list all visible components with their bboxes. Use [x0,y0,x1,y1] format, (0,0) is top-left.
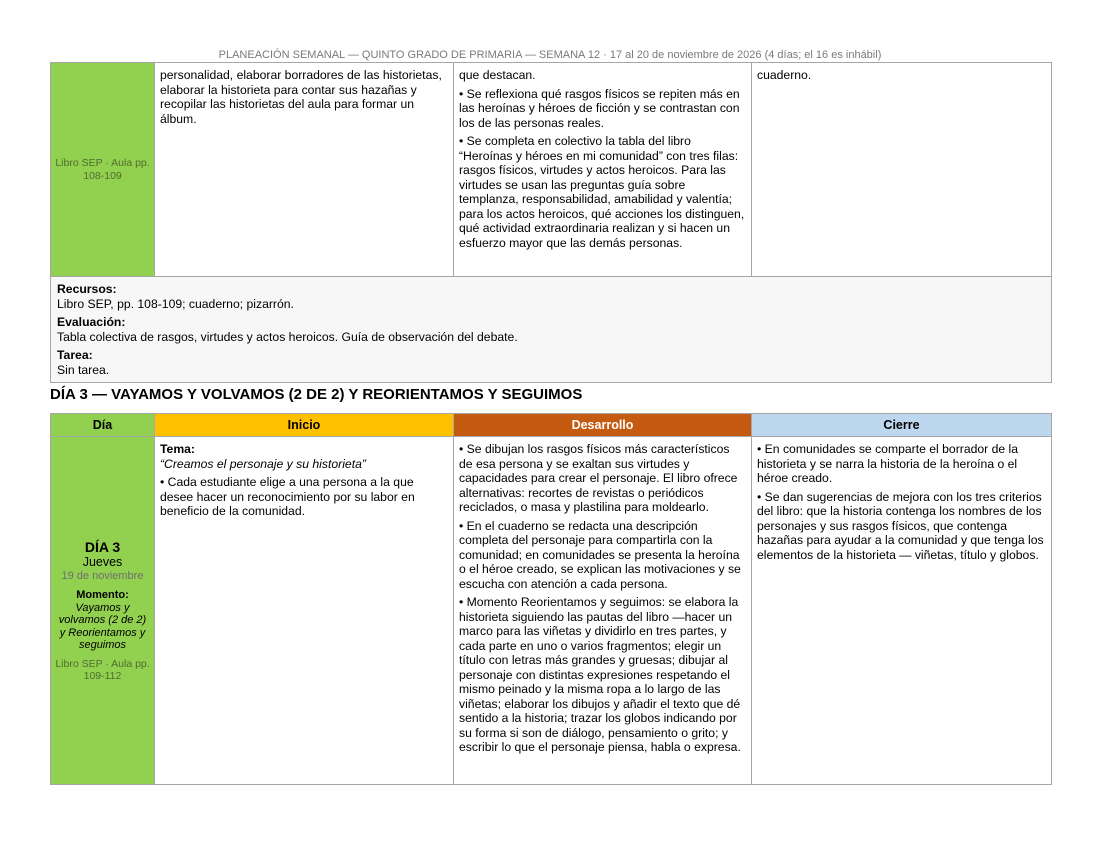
day-date: 19 de noviembre [61,569,144,582]
day-title: DÍA 3 [84,538,121,555]
column-header-cierre: Cierre [752,414,1052,437]
desarrollo-item: • Momento Reorientamos y seguimos: se elabora la historieta siguiendo las pautas del libro —hacer un marco para las viñetas y dividirlo en tres partes, y cada parte en uno o varios fragmentos; elegir un título con letras más grandes y gruesas; dibujar al personaje con distintas expresiones respetando el mismo peinado y la misma ropa a lo largo de las viñetas; elaborar los dibujos y añadir el texto que dé sentido a la historia; trazar los globos indicando por su forma si son de diálogo, pensamiento o grito; y escribir lo que el personaje piensa, habla o expresa. [459,595,741,754]
day-3-heading: DÍA 3 — VAYAMOS Y VOLVAMOS (2 DE 2) Y REORIENTAMOS Y SEGUIMOS [50,386,583,403]
cierre-cell [752,63,1052,277]
desarrollo-item: que destacan. [459,68,536,82]
cierre-item: • Se dan sugerencias de mejora con los tres criterios del libro: que la historia contenga los nombres de los personajes y sus rasgos físicos, que contenga hazañas para ayudar a la comunidad y que tenga los elementos de la historieta — viñetas, título y globos. [757,489,1044,562]
tarea-label: Tarea: [57,348,93,362]
evaluacion-label: Evaluación: [57,315,126,329]
inicio-text: personalidad, elaborar borradores de las historietas, elaborar la historieta para contar sus hazañas y recopilar las historietas del aula para formar un álbum. [160,68,442,126]
desarrollo-cell [454,437,752,785]
tema-label: Tema: [160,442,195,456]
cierre-cell [752,437,1052,785]
inicio-cell [155,63,454,277]
book-reference: Libro SEP · Aula pp. 108-109 [55,157,150,182]
day-column-cell [51,63,155,277]
moment-label: Momento: [76,588,129,601]
day-3-table [50,413,1052,785]
table-row [51,63,1052,277]
column-header-desarrollo: Desarrollo [454,414,752,437]
evaluacion-value: Tabla colectiva de rasgos, virtudes y actos heroicos. Guía de observación del debate. [57,329,518,344]
desarrollo-item: • Se completa en colectivo la tabla del libro “Heroínas y héroes en mi comunidad” con tres filas: rasgos físicos, virtudes y actos heroicos. Para las virtudes se usan las preguntas guía sobre templanza, responsabilidad, amabilidad y valentía; para los actos heroicos, qué acciones los distinguen, qué actividad extraordinaria realizan y si hacen un esfuerzo mayor que las demás personas. [459,134,745,250]
day-column-cell [51,437,155,785]
cierre-item: • En comunidades se comparte el borrador de la historieta y se narra la historia de la heroína o el héroe creado. [757,442,1019,485]
moment-value: Vayamos y volvamos (2 de 2) y Reorientamos y seguimos [58,601,147,651]
tema-value: “Creamos el personaje y su historieta” [160,456,366,471]
recursos-label: Recursos: [57,282,117,296]
previous-day-table [50,62,1052,383]
desarrollo-item: • En el cuaderno se redacta una descripción completa del personaje para compartirla con la comunidad; en comunidades se presenta la heroína o el héroe creado, se explican las motivaciones y se escucha con atención a cada persona. [459,518,741,591]
desarrollo-item: • Se reflexiona qué rasgos físicos se repiten más en las heroínas y héroes de ficción y se contrastan con los de las personas reales. [459,86,740,130]
tarea-value: Sin tarea. [57,362,110,377]
summary-cell [51,277,1052,383]
inicio-item: • Cada estudiante elige a una persona a la que desee hacer un reconocimiento por su labor en beneficio de la comunidad. [160,475,415,518]
cierre-text: cuaderno. [757,68,812,82]
day-name: Jueves [82,554,123,569]
table-row [51,437,1052,785]
inicio-cell [155,437,454,785]
recursos-value: Libro SEP, pp. 108-109; cuaderno; pizarrón. [57,296,294,311]
book-reference: Libro SEP · Aula pp. 109-112 [55,657,150,682]
column-header-inicio: Inicio [155,414,454,437]
desarrollo-cell [454,63,752,277]
column-header-dia: Día [51,414,155,437]
page-header: PLANEACIÓN SEMANAL — QUINTO GRADO DE PRIMARIA — SEMANA 12 · 17 al 20 de noviembre de 2026 (4 días; el 16 es inhábil) [218,49,882,61]
table-header-row [51,414,1052,437]
desarrollo-item: • Se dibujan los rasgos físicos más característicos de esa persona y se exaltan sus virtudes y capacidades para crear el personaje. El libro ofrece alternativas: recortes de revistas o periódicos reciclados, o masa y plastilina para moldearlo. [459,442,738,514]
summary-row [51,277,1052,383]
